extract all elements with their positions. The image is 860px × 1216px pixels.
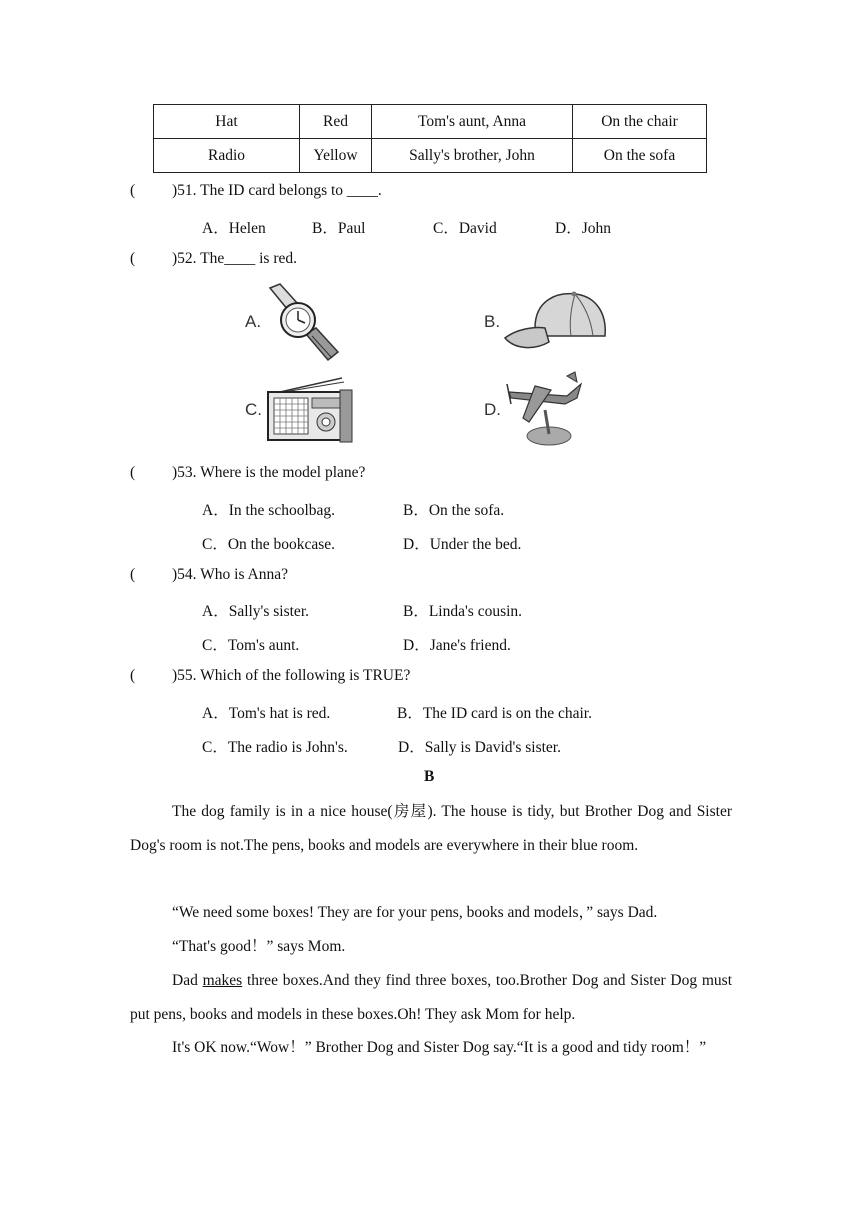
table-cell: On the chair [573, 105, 707, 139]
answer-blank[interactable]: ( [130, 566, 136, 583]
option-a: A．Sally's sister. [202, 603, 309, 620]
cap-icon [505, 290, 609, 352]
option-b: B．The ID card is on the chair. [397, 705, 592, 722]
table-cell: Tom's aunt, Anna [372, 105, 573, 139]
passage-paragraph: “That's good！” says Mom. [172, 938, 346, 955]
radio-icon [266, 376, 354, 444]
question-53 [130, 464, 365, 482]
info-table [153, 104, 707, 173]
option-b: B．On the sofa. [403, 502, 505, 519]
passage-text: three boxes.And they find three boxes, too.Brother Dog and Sister Dog must put pens, books and models in these boxes.Oh! They ask Mom for help. [130, 972, 732, 1023]
question-text: )52. The____ is red. [172, 250, 297, 267]
question-54 [130, 566, 288, 584]
option-c: C．Tom's aunt. [202, 637, 300, 654]
table-cell: Red [300, 105, 372, 139]
question-text: )54. Who is Anna? [172, 566, 288, 583]
option-b: B．Linda's cousin. [403, 603, 523, 620]
picture-label-d: D. [484, 400, 501, 419]
option-b: B．Paul [312, 220, 366, 237]
option-a: A．Helen [202, 220, 266, 237]
answer-blank[interactable]: ( [130, 182, 136, 199]
question-text: )53. Where is the model plane? [172, 464, 366, 481]
option-d: D．John [555, 220, 611, 237]
option-a: A．In the schoolbag. [202, 502, 336, 519]
underlined-word: makes [202, 972, 243, 989]
option-c: C．The radio is John's. [202, 739, 348, 756]
question-51 [130, 182, 382, 200]
table-row [154, 105, 707, 139]
option-d: D．Under the bed. [403, 536, 522, 553]
option-c: C．David [433, 220, 497, 237]
question-text: )51. The ID card belongs to ____. [172, 182, 382, 199]
picture-label-c: C. [245, 400, 262, 419]
picture-label-a: A. [245, 312, 262, 331]
passage-paragraph: “We need some boxes! They are for your pens, books and models，” says Dad. [172, 904, 658, 921]
model-plane-icon [505, 370, 587, 448]
option-a: A．Tom's hat is red. [202, 705, 331, 722]
option-c: C．On the bookcase. [202, 536, 336, 553]
answer-blank[interactable]: ( [130, 464, 136, 481]
passage-paragraph [130, 964, 732, 1032]
passage-text: Dad [172, 972, 203, 989]
table-row [154, 139, 707, 173]
passage-paragraph: It's OK now.“Wow！” Brother Dog and Sister Dog say.“It is a good and tidy room！” [172, 1039, 707, 1056]
question-text: )55. Which of the following is TRUE? [172, 667, 411, 684]
table-cell: On the sofa [573, 139, 707, 173]
table-cell: Radio [154, 139, 300, 173]
table-cell: Yellow [300, 139, 372, 173]
question-55 [130, 667, 410, 685]
answer-blank[interactable]: ( [130, 250, 136, 267]
option-d: D．Jane's friend. [403, 637, 511, 654]
passage-paragraph: The dog family is in a nice house(房屋). The house is tidy, but Brother Dog and Sister Dog's room is not.The pens, books and models are everywhere in their blue room. [130, 803, 732, 854]
answer-blank[interactable]: ( [130, 667, 136, 684]
picture-label-b: B. [484, 312, 501, 331]
table-cell: Hat [154, 105, 300, 139]
section-heading: B [424, 768, 435, 785]
wristwatch-icon [262, 284, 342, 362]
question-52 [130, 250, 297, 268]
option-d: D．Sally is David's sister. [398, 739, 561, 756]
table-cell: Sally's brother, John [372, 139, 573, 173]
